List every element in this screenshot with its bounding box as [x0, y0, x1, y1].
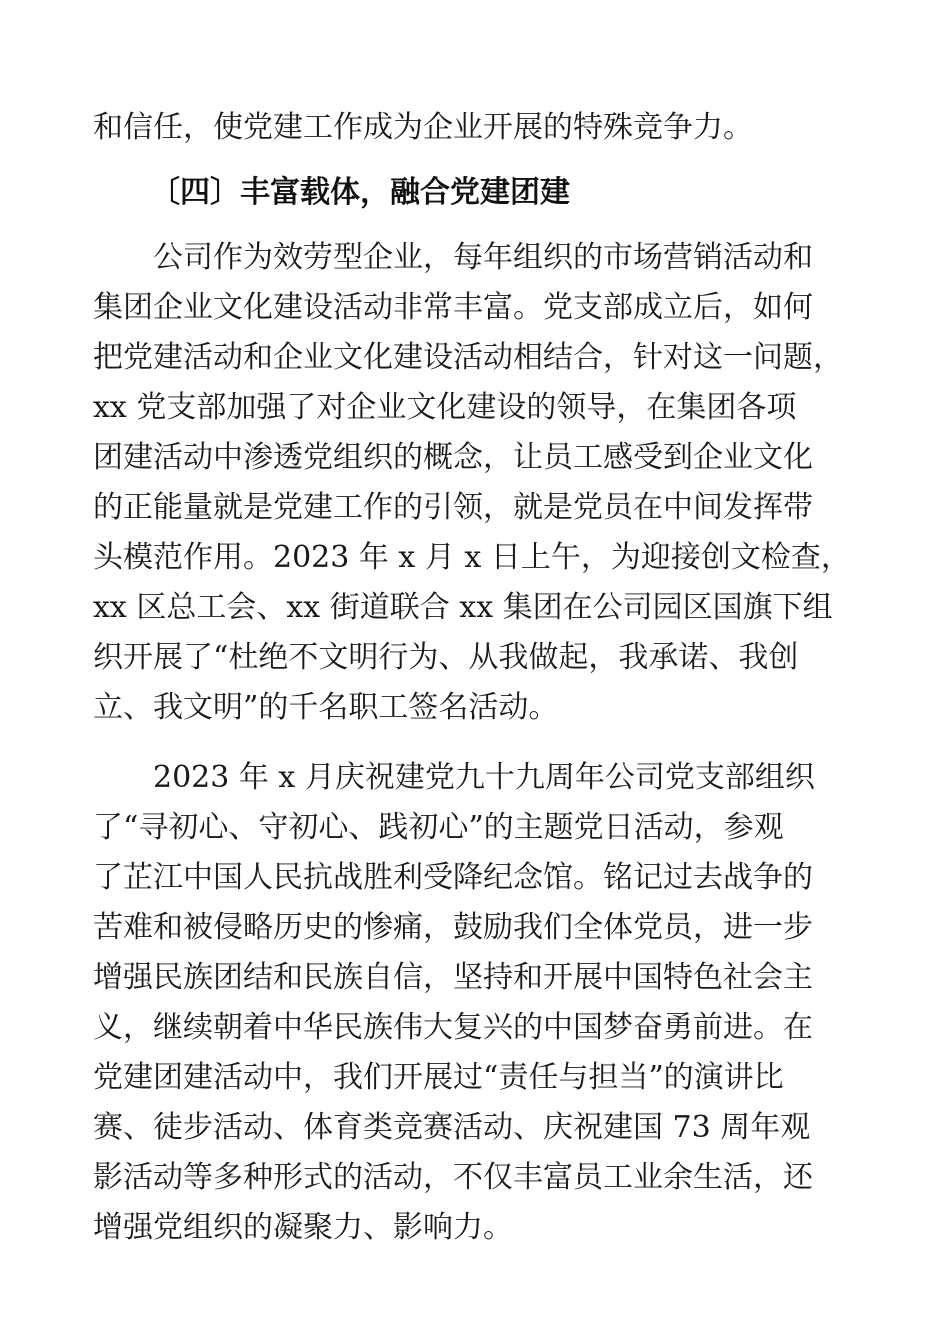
paragraph-line: xx 党支部加强了对企业文化建设的领导，在集团各项: [93, 390, 797, 425]
paragraph-line: 苦难和被侵略历史的惨痛，鼓励我们全体党员，进一步: [93, 910, 813, 945]
paragraph-line: 义，继续朝着中华民族伟大复兴的中国梦奋勇前进。在: [93, 1010, 813, 1045]
paragraph-line: 和信任，使党建工作成为企业开展的特殊竞争力。: [93, 110, 753, 145]
paragraph-line: 党建团建活动中，我们开展过“责任与担当”的演讲比: [93, 1060, 784, 1095]
paragraph-line: 赛、徒步活动、体育类竞赛活动、庆祝建国 73 周年观: [93, 1110, 811, 1145]
paragraph-line: 了“寻初心、守初心、践初心”的主题党日活动，参观: [93, 810, 784, 845]
paragraph-line: 的正能量就是党建工作的引领，就是党员在中间发挥带: [93, 490, 813, 525]
paragraph-line: 公司作为效劳型企业，每年组织的市场营销活动和: [153, 240, 813, 275]
paragraph-line: 影活动等多种形式的活动，不仅丰富员工业余生活，还: [93, 1160, 813, 1195]
paragraph-line: 2023 年 x 月庆祝建党九十九周年公司党支部组织: [153, 760, 815, 795]
paragraph-line: 增强民族团结和民族自信，坚持和开展中国特色社会主: [93, 960, 813, 995]
paragraph-line: 集团企业文化建设活动非常丰富。党支部成立后，如何: [93, 290, 813, 325]
paragraph-line: 增强党组织的凝聚力、影响力。: [93, 1210, 513, 1245]
paragraph-line: 团建活动中渗透党组织的概念，让员工感受到企业文化: [93, 440, 813, 475]
paragraph-line: 了芷江中国人民抗战胜利受降纪念馆。铭记过去战争的: [93, 860, 813, 895]
paragraph-line: 织开展了“杜绝不文明行为、从我做起，我承诺、我创: [93, 640, 799, 675]
paragraph-line: 立、我文明”的千名职工签名活动。: [93, 690, 559, 725]
paragraph-line: 把党建活动和企业文化建设活动相结合，针对这一问题，: [93, 340, 843, 375]
paragraph-line: xx 区总工会、xx 街道联合 xx 集团在公司园区国旗下组: [93, 590, 833, 625]
section-heading: 〔四〕丰富载体，融合党建团建: [150, 175, 570, 210]
paragraph-line: 头模范作用。2023 年 x 月 x 日上午，为迎接创文检查，: [93, 540, 851, 575]
